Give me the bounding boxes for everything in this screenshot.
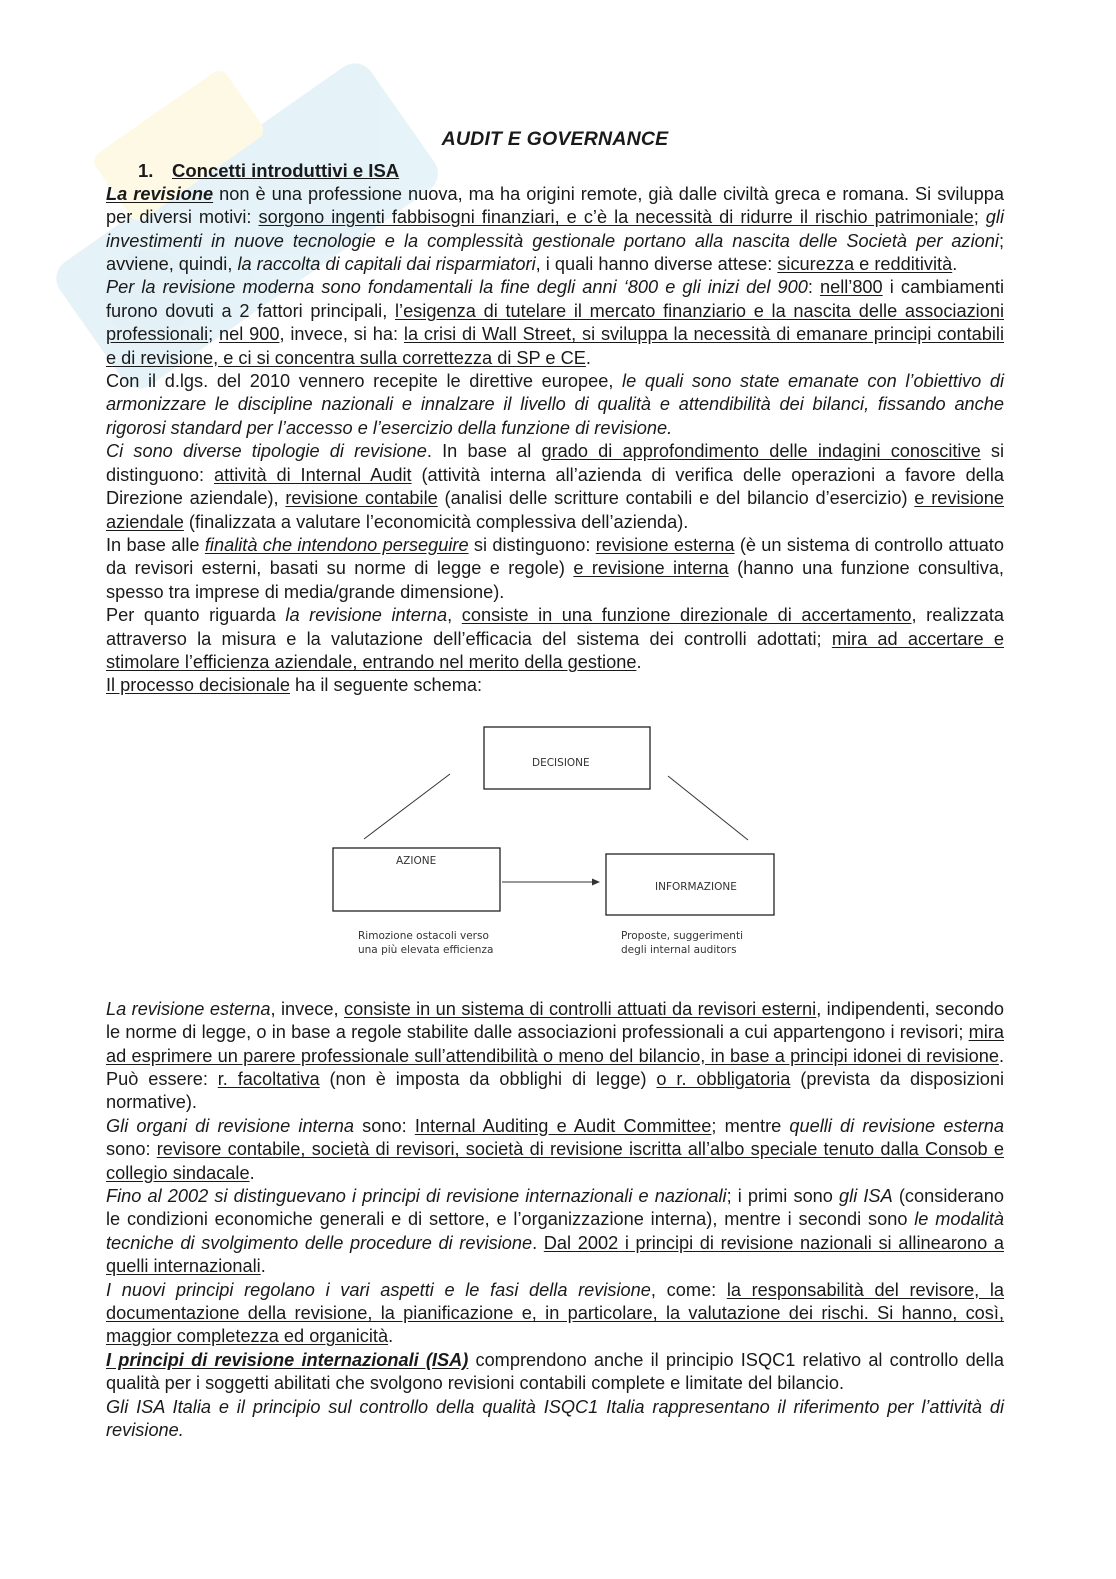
text-run: le quali sono state emanate con l’obiettivo di armonizzare le discipline nazionali e innalzare il livello di qualità e attendibilità dei bilanci, fissando anche rigorosi standard per l’accesso e l’esercizio della funzione di revisione. (106, 371, 1005, 438)
text-run: si distinguono: (106, 441, 1005, 485)
text-run: , (447, 605, 462, 626)
text-run: revisione contabile (285, 488, 438, 509)
text-run: (finalizzata a valutare l’economicità complessiva dell’azienda). (183, 511, 689, 532)
paragraph (106, 440, 1004, 534)
text-run: gli investimenti in nuove tecnologie e la complessità gestionale portano alla nascita delle Società per azioni (106, 207, 1004, 251)
text-run: la revisione interna (285, 605, 448, 626)
paragraph (106, 998, 1004, 1115)
text-run: mira ad esprimere un parere professionale sull’attendibilità o meno del bilancio, in base a principi idonei di revisione (106, 1022, 1004, 1066)
text-run: I principi di revisione internazionali (ISA) (106, 1349, 469, 1370)
text-run: (considerano le condizioni economiche generali e di settore, e l’organizzazione interna), mentre i secondi sono (106, 1186, 1004, 1230)
text-run: ; i primi sono (726, 1186, 840, 1206)
text-run: finalità che intendono perseguire (204, 534, 469, 555)
paragraph (106, 183, 1004, 277)
text-run: le modalità tecniche di svolgimento delle procedure di revisione (106, 1209, 1004, 1253)
section-number: 1. (138, 160, 154, 182)
text-run: la responsabilità del revisore, la documentazione della revisione, la pianificazione e, in particolare, la valutazione dei rischi. Si hanno, così, maggior completezza ed organicità (106, 1279, 1004, 1347)
caption-left-line-2: una più elevata efficienza (358, 943, 494, 956)
text-run: Fino al 2002 si distinguevano i principi di revisione internazionali e nazionali (106, 1186, 727, 1206)
text-run: r. facoltativa (217, 1068, 320, 1089)
text-run: Internal Auditing e Audit Committee (414, 1115, 712, 1136)
arrow-head (592, 878, 600, 885)
paragraph (106, 674, 1004, 697)
caption-left (358, 929, 493, 957)
text-run: attività di Internal Audit (214, 464, 412, 485)
text-run: ; mentre (711, 1115, 790, 1136)
text-run: , i quali hanno diverse attese: (535, 254, 778, 275)
text-run: consiste in una funzione direzionale di accertamento (461, 605, 912, 626)
text-run: non è una professione nuova, ma ha origini remote, già dalle civiltà greca e romana. Si sviluppa per diversi motivi: (106, 183, 1004, 228)
decision-process-diagram (106, 704, 1004, 980)
text-run: , come: (650, 1279, 727, 1300)
text-run: . (952, 254, 958, 275)
document-title: AUDIT E GOVERNANCE (441, 128, 669, 150)
text-run: . (532, 1232, 544, 1253)
text-run: grado di approfondimento delle indagini conoscitive (541, 441, 981, 462)
text-run: . (636, 651, 642, 672)
text-run: mira ad accertare e stimolare l’efficienza aziendale, entrando nel merito della gestione (106, 628, 1005, 672)
paragraph (106, 276, 1004, 370)
paragraph (106, 534, 1004, 604)
paragraph (106, 370, 1004, 440)
text-run: nel 900 (219, 324, 280, 345)
text-run: ha il seguente schema: (290, 675, 483, 696)
text-run: i cambiamenti furono dovuti a 2 fattori principali, (106, 277, 1004, 321)
text-run: In base alle (106, 534, 205, 555)
text-run: . (388, 1326, 394, 1347)
box-informazione-label: INFORMAZIONE (655, 880, 737, 893)
caption-right (621, 929, 743, 957)
text-run: nell’800 (819, 277, 883, 298)
text-run: , indipendenti, secondo le norme di legge, o in base a regole stabilite dalle associazioni professionali a cui appartengono i revisori; (106, 998, 1004, 1043)
text-run: revisore contabile, società di revisori, società di revisione iscritta all’albo speciale tenuto dalla Consob e collegio sindacale (106, 1139, 1005, 1183)
text-run: sorgono ingenti fabbisogni finanziari, e c’è la necessità di ridurre il rischio patrimoniale (258, 207, 974, 228)
text-run: (è un sistema di controllo attuato da revisori esterni, basati su norme di legge e regole) (106, 534, 1004, 579)
text-run: la crisi di Wall Street, si sviluppa la necessità di emanare principi contabili e di revisione, e ci si concentra sulla correttezza di SP e CE (106, 324, 1004, 368)
text-run: , invece, (270, 998, 344, 1019)
text-run: (hanno una funzione consultiva, spesso tra imprese di media/grande dimensione). (106, 558, 1004, 602)
text-run: (analisi delle scritture contabili e del bilancio d’esercizio) (437, 488, 915, 509)
text-run: (prevista da disposizioni normative). (106, 1068, 1005, 1113)
text-run: . (260, 1256, 266, 1277)
text-run: La revisione (106, 183, 214, 204)
text-run: : (807, 277, 820, 298)
text-run: (attività interna all’azienda di verifica delle operazioni a favore della Direzione aziendale), (106, 464, 1005, 509)
text-run: Dal 2002 i principi di revisione nazionali si allinearono a quelli internazionali (106, 1232, 1004, 1277)
connector-decisione-informazione (668, 776, 748, 840)
paragraph (106, 1396, 1004, 1443)
text-run: revisione esterna (595, 534, 735, 555)
text-run: . Può essere: (106, 1045, 1004, 1089)
box-decisione-label: DECISIONE (532, 756, 590, 769)
caption-left-line-1: Rimozione ostacoli verso (358, 929, 489, 942)
text-run: quelli di revisione esterna (789, 1115, 1004, 1136)
box-azione-label: AZIONE (396, 854, 437, 867)
paragraph (106, 1185, 1004, 1279)
text-run: . (249, 1162, 255, 1183)
text-run: Il processo decisionale (106, 675, 290, 696)
text-run: sono: (354, 1115, 415, 1136)
text-run: ; (208, 324, 219, 345)
text-run: Ci sono diverse tipologie di revisione (106, 441, 427, 462)
text-run: o r. obbligatoria (656, 1068, 791, 1089)
text-run: sicurezza e redditività (777, 254, 953, 275)
text-run: e revisione aziendale (106, 488, 1004, 532)
text-run: Gli ISA Italia e il principio sul controllo della qualità ISQC1 Italia rappresentano il riferimento per l’attività di revisione. (106, 1396, 1004, 1441)
paragraph (106, 604, 1004, 674)
document-page (106, 128, 1004, 1442)
section-title: Concetti introduttivi e ISA (172, 160, 400, 182)
text-run: si distinguono: (468, 534, 596, 555)
text-run: . (585, 347, 591, 368)
text-run: gli ISA (839, 1186, 893, 1206)
text-run: (non è imposta da obblighi di legge) (319, 1068, 657, 1089)
paragraph (106, 1279, 1004, 1349)
paragraph (106, 1115, 1004, 1185)
section-heading (138, 159, 1004, 182)
diagram-shapes (106, 704, 1004, 980)
text-run: , realizzata attraverso la misura e la valutazione dell’efficacia del sistema dei controlli adottati; (106, 605, 1005, 649)
text-run: l’esigenza di tutelare il mercato finanziario e la nascita delle associazioni professionali (106, 300, 1004, 345)
text-run: Con il d.lgs. del 2010 vennero recepite le direttive europee, (106, 371, 623, 392)
text-run: I nuovi principi regolano i vari aspetti e le fasi della revisione (106, 1279, 651, 1300)
text-run: ; (973, 207, 986, 228)
text-run: e revisione interna (573, 558, 729, 579)
text-run: . In base al (426, 441, 542, 462)
text-run: consiste in un sistema di controlli attuati da revisori esterni (344, 998, 817, 1019)
text-run: sono: (106, 1139, 157, 1160)
caption-right-line-2: degli internal auditors (621, 943, 737, 956)
text-run: comprendono anche il principio ISQC1 relativo al controllo della qualità per i soggetti abilitati che svolgono revisioni contabili complete e limitate del bilancio. (106, 1349, 1004, 1394)
text-run: la raccolta di capitali dai risparmiatori (237, 254, 536, 275)
text-run: Per la revisione moderna sono fondamentali la fine degli anni ‘800 e gli inizi del 900 (106, 277, 808, 298)
caption-right-line-1: Proposte, suggerimenti (621, 929, 743, 942)
text-run: ; avviene, quindi, (106, 230, 1004, 275)
connector-azione-decisione (364, 774, 450, 839)
paragraph (106, 1349, 1004, 1396)
text-run: La revisione esterna (106, 998, 271, 1019)
text-run: Gli organi di revisione interna (106, 1115, 355, 1136)
text-run: Per quanto riguarda (106, 605, 286, 626)
text-run: , invece, si ha: (279, 324, 404, 345)
